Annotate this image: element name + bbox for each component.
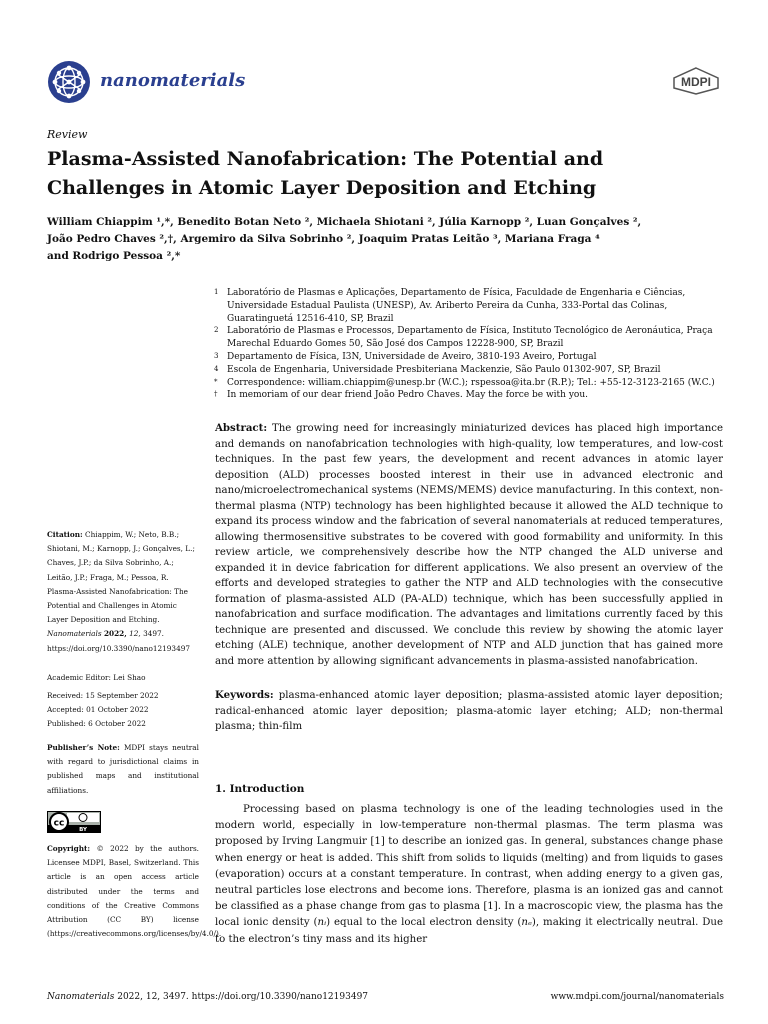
intro-text: ) equal to the local electron density ( — [326, 917, 522, 929]
introduction-paragraph — [215, 802, 723, 948]
footer-doi[interactable]: 2022, 12, 3497. https://doi.org/10.3390/nano12193497 — [117, 992, 369, 1002]
academic-editor — [47, 671, 199, 685]
author-line: William Chiappim ¹,*, Benedito Botan Neto ², Michaela Shiotani ², Júlia Karnopp ², Luan Gonçalves ², — [47, 216, 642, 228]
intro-text: ), making it electrically neutral. Due to the electron’s tiny mass and its higher — [215, 917, 724, 945]
citation-text: Chiappim, W.; Neto, B.B.; Shiotani, M.; Karnopp, J.; Gonçalves, L.; Chaves, J.P.; da Silva Sobrinho, A.; Leitão, J.P.; Fraga, M.; Pessoa, R. Plasma-Assisted Nanofabrication: The Potential and Challenges in Atomic Layer Deposition and Etching. — [47, 530, 195, 625]
dates-block — [47, 689, 199, 732]
abstract-label: Abstract: — [215, 422, 268, 434]
copyright-block — [47, 842, 222, 941]
published-date: Published: 6 October 2022 — [47, 719, 146, 729]
author-line: and Rodrigo Pessoa ²,* — [47, 250, 181, 262]
citation-year: 2022, — [103, 629, 127, 639]
received-date: Received: 15 September 2022 — [47, 691, 159, 700]
affiliation-text: Escola de Engenharia, Universidade Presbiteriana Mackenzie, São Paulo 01302-907, SP, Brazil — [227, 364, 661, 375]
abstract — [215, 421, 723, 669]
affiliation-item — [214, 287, 724, 325]
publisher-name: MDPI — [681, 75, 711, 89]
affiliation-item — [214, 351, 724, 364]
molecule-sphere-icon — [47, 60, 91, 104]
footer-journal: Nanomaterials — [47, 992, 115, 1002]
affiliation-list — [214, 287, 724, 402]
affiliation-item — [214, 364, 724, 377]
affiliation-text: Laboratório de Plasmas e Processos, Departamento de Física, Instituto Tecnológico de Aeronáutica, Praça Marechal Eduardo Gomes 50, São José dos Campos 12228-900, SP, Brazil — [227, 326, 713, 350]
affiliation-marker: † — [214, 390, 218, 399]
citation-label: Citation: — [47, 530, 83, 539]
footer-url[interactable]: www.mdpi.com/journal/nanomaterials — [550, 992, 724, 1002]
accepted-date: Accepted: 01 October 2022 — [47, 705, 149, 715]
mdpi-logo — [670, 66, 722, 96]
affiliation-marker: 2 — [214, 326, 219, 335]
article-title: Plasma-Assisted Nanofabrication: The Potential and Challenges in Atomic Layer Deposition and Etching — [47, 148, 604, 199]
author-list — [47, 214, 727, 265]
note-label: Publisher’s Note: — [47, 743, 120, 752]
citation-volume: 12, — [129, 629, 141, 639]
affiliation-text: Laboratório de Plasmas e Aplicações, Departamento de Física, Faculdade de Engenharia e Ciências, Universidade Estadual Paulista (UNESP), Av. Ariberto Pereira da Cunha, 333-Portal das Colinas, Guaratinguetá 12516-410, SP, Brazil — [227, 288, 686, 324]
correspondence-text: Correspondence: william.chiappim@unesp.br (W.C.); rspessoa@ita.br (R.P.); Tel.: +55-12-3123-2165 (W.C.) — [227, 377, 715, 388]
section-heading: 1. Introduction — [215, 783, 305, 795]
keywords-text: plasma-enhanced atomic layer deposition; plasma-assisted atomic layer deposition; radical-enhanced atomic layer deposition; plasma-atomic layer etching; ALD; non-thermal plasma; thin-film — [215, 690, 723, 732]
keywords-label: Keywords: — [215, 689, 274, 701]
copyright-label: Copyright: — [47, 844, 91, 853]
correspondence-item — [214, 377, 724, 390]
citation-journal: Nanomaterials — [47, 629, 102, 639]
svg-text:cc: cc — [53, 818, 65, 829]
abstract-text: The growing need for increasingly miniaturized devices has placed high importance and demands on nanofabrication technologies with high-quality, low temperatures, and low-cost techniques. In the past few years, the development and recent advances in atomic layer deposition (ALD) processes boosted interest in their use in advanced electronic and nano/microelectromechanical systems (NEMS/MEMS) device manufacturing. In this context, non-thermal plasma (NTP) technology has been highlighted because it allowed the ALD technique to expand its process window and the fabrication of several nanomaterials at reduced temperatures, allowing thermosensitive substrates to be covered with good formability and uniformity. In this review article, we comprehensively describe how the NTP changed the ALD universe and expanded it in device fabrication for different applications. We also present an overview of the efforts and developed strategies to gather the NTP and ALD technologies with the consecutive formation of plasma-assisted ALD (PA-ALD) technique, which has been successfully applied in nanofabrication and surface modification. The advantages and limitations currently faced by this technique are presented and discussed. We conclude this review by showing the atomic layer etching (ALE) technique, another development of NTP and ALD junction that has gained more and more attention by allowing significant advancements in plasma-assisted nanofabrication. — [215, 423, 723, 667]
keywords — [215, 688, 723, 735]
affiliation-marker: * — [214, 377, 218, 386]
author-line: João Pedro Chaves ²,†, Argemiro da Silva Sobrinho ², Joaquim Pratas Leitão ³, Mariana Fraga ⁴ — [47, 233, 600, 245]
affiliation-marker: 4 — [214, 364, 219, 373]
svg-text:BY: BY — [79, 827, 87, 833]
affiliation-marker: 1 — [214, 288, 219, 296]
footer-citation — [47, 992, 368, 1002]
ion-density-symbol: nᵢ — [317, 917, 327, 929]
electron-density-symbol: nₑ — [521, 917, 532, 929]
article-type: Review — [47, 128, 88, 141]
affiliation-text: Departamento de Física, I3N, Universidade de Aveiro, 3810-193 Aveiro, Portugal — [227, 351, 597, 362]
affiliation-item — [214, 325, 724, 351]
memoriam-item — [214, 389, 724, 402]
cc-by-license-icon[interactable] — [47, 811, 101, 833]
citation-doi[interactable]: 3497. https://doi.org/10.3390/nano12193497 — [47, 629, 190, 653]
editor-name: Lei Shao — [113, 673, 146, 682]
journal-name: nanomaterials — [100, 70, 246, 91]
citation-block — [47, 528, 199, 656]
copyright-text: © 2022 by the authors. Licensee MDPI, Basel, Switzerland. This article is an open access article distributed under the terms and conditions of the Creative Commons Attribution (CC BY) license (https://creativecommons.org/licenses/by/4.0/). — [47, 844, 222, 939]
note-text: MDPI stays neutral with regard to jurisdictional claims in published maps and institutional affiliations. — [47, 743, 199, 795]
memoriam-text: In memoriam of our dear friend João Pedro Chaves. May the force be with you. — [227, 390, 588, 401]
affiliation-marker: 3 — [214, 351, 219, 360]
intro-text: Processing based on plasma technology is one of the leading technologies used in the modern world, especially in low-temperature non-thermal plasmas. The term plasma was proposed by Irving Langmuir [1] to describe an ionized gas. In general, substances change phase when energy or heat is added. This shift from solids to liquids (melting) and from liquids to gases (evaporation) occurs at a constant temperature. In contrast, when adding energy to a given gas, neutral particles lose electrons and become ions. Therefore, plasma is an ionized gas and cannot be classified as a phase change from gas to plasma [1]. In a macroscopic view, the plasma has the local ionic density ( — [215, 804, 723, 929]
editor-label: Academic Editor: — [47, 673, 111, 682]
publisher-note — [47, 741, 199, 798]
